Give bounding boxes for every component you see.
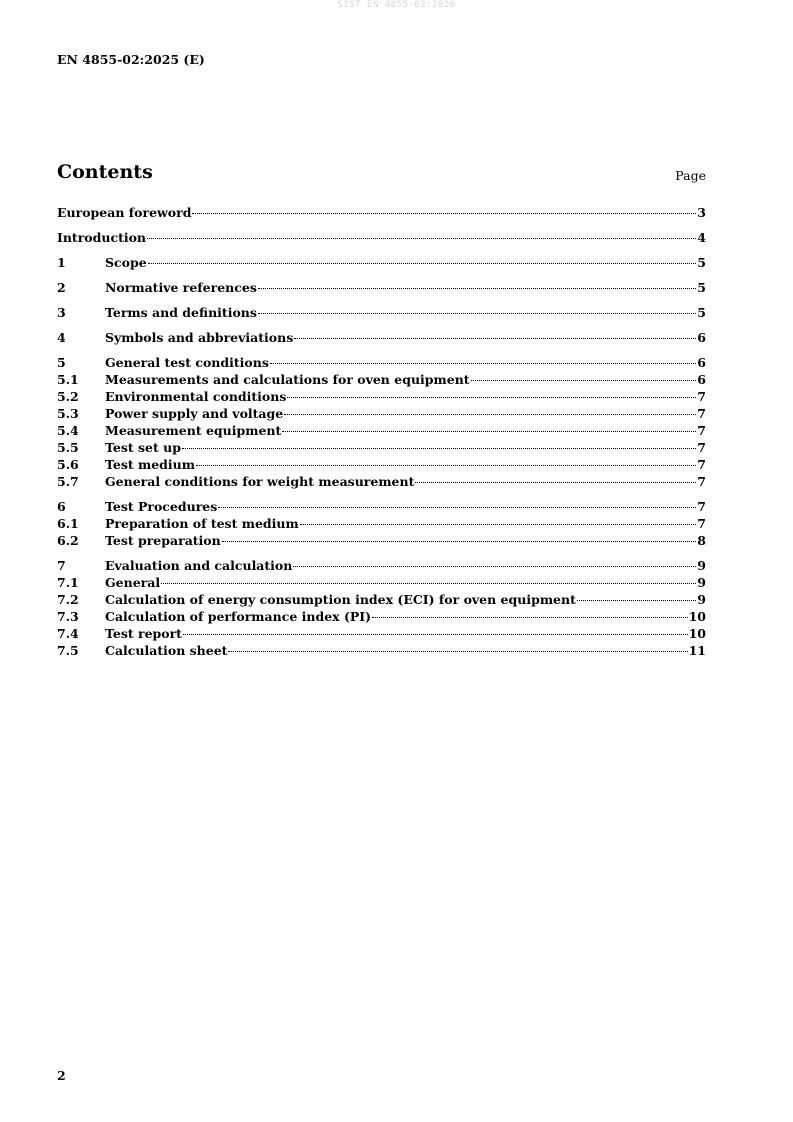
toc-entry-text bbox=[105, 591, 706, 608]
toc-dot-leader bbox=[287, 397, 696, 398]
toc-entry-title: Calculation of performance index (PI) bbox=[105, 609, 372, 624]
toc-entry-number: 5.3 bbox=[57, 406, 79, 421]
toc-entry-text bbox=[57, 229, 706, 246]
toc-entry-page: 6 bbox=[697, 355, 706, 370]
toc-group bbox=[57, 254, 706, 271]
toc-entry-title: Introduction bbox=[57, 230, 147, 245]
toc-entry[interactable] bbox=[57, 422, 706, 439]
toc-dot-leader bbox=[182, 448, 696, 449]
toc-entry-number: 2 bbox=[57, 280, 66, 295]
contents-title: Contents bbox=[57, 161, 153, 183]
toc-dot-leader bbox=[161, 583, 696, 584]
toc-entry[interactable] bbox=[57, 371, 706, 388]
toc-entry[interactable] bbox=[57, 625, 706, 642]
toc-entry-page: 11 bbox=[688, 643, 706, 658]
watermark: SIST EN 4855-02:2026 bbox=[337, 0, 456, 10]
toc-entry-text bbox=[105, 642, 706, 659]
table-of-contents bbox=[57, 204, 706, 667]
toc-group bbox=[57, 557, 706, 659]
toc-entry-number: 7.1 bbox=[57, 575, 79, 590]
toc-entry[interactable] bbox=[57, 473, 706, 490]
document-id: EN 4855-02:2025 (E) bbox=[57, 52, 205, 67]
toc-entry-text bbox=[105, 625, 706, 642]
toc-group bbox=[57, 279, 706, 296]
toc-entry-text bbox=[105, 557, 706, 574]
toc-group bbox=[57, 498, 706, 549]
toc-entry-text bbox=[57, 204, 706, 221]
toc-entry-title: Calculation of energy consumption index (ECI) for oven equipment bbox=[105, 592, 576, 607]
toc-entry-text bbox=[105, 422, 706, 439]
toc-entry-number: 5.7 bbox=[57, 474, 79, 489]
toc-group bbox=[57, 304, 706, 321]
toc-entry-title: Test Procedures bbox=[105, 499, 218, 514]
toc-entry-text bbox=[105, 354, 706, 371]
toc-entry[interactable] bbox=[57, 279, 706, 296]
toc-entry-number: 5.1 bbox=[57, 372, 79, 387]
toc-entry-page: 7 bbox=[697, 423, 706, 438]
toc-entry-number: 7.2 bbox=[57, 592, 79, 607]
toc-entry-page: 7 bbox=[697, 457, 706, 472]
toc-entry[interactable] bbox=[57, 254, 706, 271]
toc-entry-text bbox=[105, 456, 706, 473]
toc-dot-leader bbox=[294, 338, 696, 339]
toc-entry[interactable] bbox=[57, 532, 706, 549]
toc-entry-text bbox=[105, 574, 706, 591]
toc-entry-text bbox=[105, 498, 706, 515]
toc-entry[interactable] bbox=[57, 642, 706, 659]
toc-dot-leader bbox=[282, 431, 696, 432]
toc-entry-number: 7 bbox=[57, 558, 66, 573]
toc-dot-leader bbox=[148, 263, 697, 264]
toc-entry[interactable] bbox=[57, 354, 706, 371]
toc-entry-title: Test set up bbox=[105, 440, 181, 455]
toc-entry-page: 9 bbox=[697, 558, 706, 573]
toc-entry-title: Measurements and calculations for oven equipment bbox=[105, 372, 470, 387]
page-number: 2 bbox=[57, 1068, 66, 1083]
toc-entry-page: 7 bbox=[697, 499, 706, 514]
toc-entry[interactable] bbox=[57, 498, 706, 515]
toc-entry-number: 7.4 bbox=[57, 626, 79, 641]
toc-entry-text bbox=[105, 388, 706, 405]
toc-entry-number: 3 bbox=[57, 305, 66, 320]
toc-entry-number: 6.1 bbox=[57, 516, 79, 531]
toc-entry[interactable] bbox=[57, 388, 706, 405]
toc-dot-leader bbox=[196, 465, 696, 466]
toc-entry-page: 10 bbox=[688, 609, 706, 624]
toc-dot-leader bbox=[228, 651, 687, 652]
toc-entry-number: 1 bbox=[57, 255, 66, 270]
toc-dot-leader bbox=[192, 213, 696, 214]
toc-dot-leader bbox=[300, 524, 697, 525]
toc-dot-leader bbox=[471, 380, 697, 381]
toc-entry-text bbox=[105, 473, 706, 490]
toc-dot-leader bbox=[183, 634, 688, 635]
toc-entry-title: Symbols and abbreviations bbox=[105, 330, 294, 345]
toc-dot-leader bbox=[222, 541, 697, 542]
toc-entry-title: Preparation of test medium bbox=[105, 516, 299, 531]
toc-entry[interactable] bbox=[57, 304, 706, 321]
toc-entry-title: Measurement equipment bbox=[105, 423, 282, 438]
toc-entry-text bbox=[105, 371, 706, 388]
toc-dot-leader bbox=[218, 507, 696, 508]
toc-entry-page: 6 bbox=[697, 330, 706, 345]
toc-entry-title: European foreword bbox=[57, 205, 192, 220]
toc-entry-title: General bbox=[105, 575, 161, 590]
toc-entry[interactable] bbox=[57, 456, 706, 473]
toc-dot-leader bbox=[270, 363, 696, 364]
toc-group bbox=[57, 329, 706, 346]
toc-entry-number: 5.2 bbox=[57, 389, 79, 404]
toc-entry-number: 5 bbox=[57, 355, 66, 370]
toc-entry-page: 7 bbox=[697, 516, 706, 531]
toc-entry[interactable] bbox=[57, 229, 706, 246]
toc-entry-page: 6 bbox=[697, 372, 706, 387]
toc-dot-leader bbox=[284, 414, 696, 415]
toc-entry-page: 7 bbox=[697, 389, 706, 404]
toc-entry-text bbox=[105, 515, 706, 532]
toc-dot-leader bbox=[372, 617, 688, 618]
toc-entry[interactable] bbox=[57, 608, 706, 625]
toc-entry-number: 5.5 bbox=[57, 440, 79, 455]
toc-dot-leader bbox=[415, 482, 696, 483]
toc-entry-title: Normative references bbox=[105, 280, 257, 295]
toc-group bbox=[57, 204, 706, 221]
toc-dot-leader bbox=[293, 566, 696, 567]
toc-entry-page: 7 bbox=[697, 406, 706, 421]
toc-entry-number: 4 bbox=[57, 330, 66, 345]
toc-entry-page: 4 bbox=[697, 230, 706, 245]
toc-entry-page: 9 bbox=[697, 592, 706, 607]
toc-entry-number: 7.5 bbox=[57, 643, 79, 658]
toc-dot-leader bbox=[258, 288, 696, 289]
toc-group bbox=[57, 354, 706, 490]
toc-entry-text bbox=[105, 439, 706, 456]
toc-entry[interactable] bbox=[57, 557, 706, 574]
toc-entry[interactable] bbox=[57, 591, 706, 608]
toc-entry-page: 8 bbox=[697, 533, 706, 548]
toc-entry-text bbox=[105, 254, 706, 271]
toc-entry-text bbox=[105, 608, 706, 625]
toc-entry-page: 9 bbox=[697, 575, 706, 590]
toc-entry-text bbox=[105, 532, 706, 549]
toc-entry-title: General test conditions bbox=[105, 355, 269, 370]
toc-entry-title: Scope bbox=[105, 255, 147, 270]
toc-entry-page: 7 bbox=[697, 440, 706, 455]
toc-entry[interactable] bbox=[57, 204, 706, 221]
toc-entry-page: 10 bbox=[688, 626, 706, 641]
toc-entry[interactable] bbox=[57, 515, 706, 532]
toc-entry-title: Test report bbox=[105, 626, 182, 641]
toc-entry-title: Calculation sheet bbox=[105, 643, 228, 658]
page-column-label: Page bbox=[675, 168, 706, 183]
toc-entry-title: General conditions for weight measurement bbox=[105, 474, 415, 489]
toc-entry-page: 3 bbox=[697, 205, 706, 220]
toc-entry-title: Terms and definitions bbox=[105, 305, 257, 320]
toc-entry-title: Power supply and voltage bbox=[105, 406, 284, 421]
toc-entry-text bbox=[105, 405, 706, 422]
toc-entry-title: Test medium bbox=[105, 457, 195, 472]
toc-entry[interactable] bbox=[57, 405, 706, 422]
toc-dot-leader bbox=[258, 313, 696, 314]
toc-entry-number: 5.4 bbox=[57, 423, 79, 438]
toc-dot-leader bbox=[147, 238, 696, 239]
toc-entry-text bbox=[105, 329, 706, 346]
toc-entry-title: Test preparation bbox=[105, 533, 221, 548]
toc-entry-page: 7 bbox=[697, 474, 706, 489]
toc-entry-text bbox=[105, 279, 706, 296]
toc-entry-text bbox=[105, 304, 706, 321]
toc-entry-page: 5 bbox=[697, 255, 706, 270]
toc-entry-page: 5 bbox=[697, 305, 706, 320]
toc-entry-page: 5 bbox=[697, 280, 706, 295]
toc-entry-title: Evaluation and calculation bbox=[105, 558, 293, 573]
toc-group bbox=[57, 229, 706, 246]
toc-dot-leader bbox=[577, 600, 696, 601]
contents-header bbox=[57, 161, 706, 187]
toc-entry-number: 5.6 bbox=[57, 457, 79, 472]
toc-entry[interactable] bbox=[57, 574, 706, 591]
toc-entry-number: 6 bbox=[57, 499, 66, 514]
toc-entry-number: 6.2 bbox=[57, 533, 79, 548]
toc-entry-title: Environmental conditions bbox=[105, 389, 287, 404]
toc-entry[interactable] bbox=[57, 439, 706, 456]
toc-entry[interactable] bbox=[57, 329, 706, 346]
toc-entry-number: 7.3 bbox=[57, 609, 79, 624]
